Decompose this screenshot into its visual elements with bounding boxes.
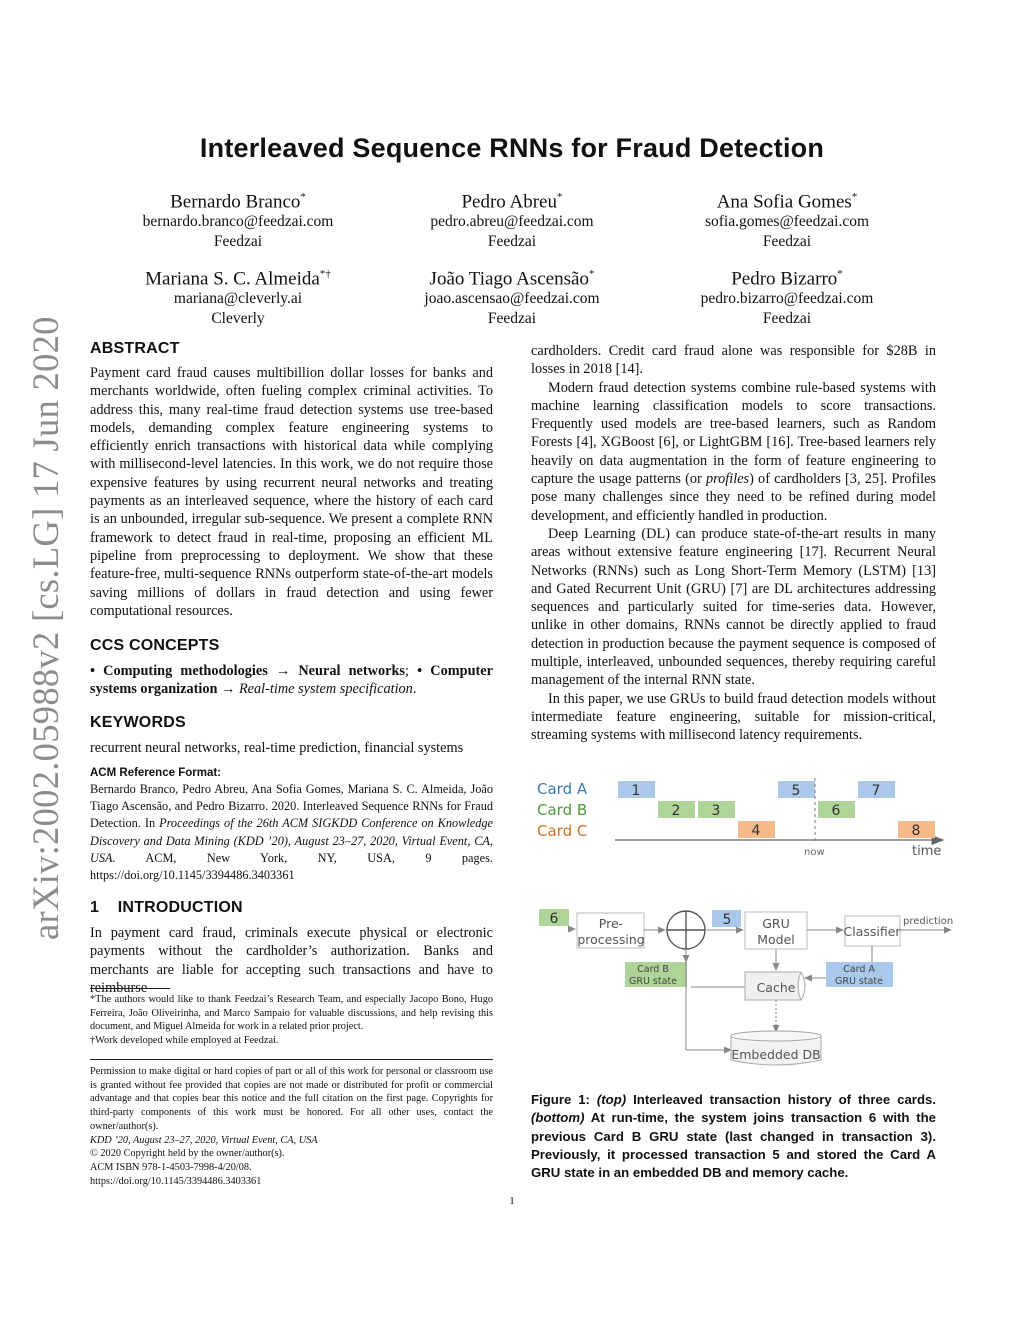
author-name: Pedro Abreu [461,191,557,213]
acm-ref-text: ACM, New York, NY, USA, 9 pages. https://doi.org/10.1145/3394486.3403361 [90,850,493,883]
ccs-concepts [90,662,493,699]
ccs-end: . [412,681,417,698]
paper-title: Interleaved Sequence RNNs for Fraud Detection [199,133,825,163]
database-label: Embedded DB [731,1047,821,1062]
prediction-label: prediction [903,916,954,927]
abstract-heading: ABSTRACT [90,340,180,357]
author-affiliation: Feedzai [213,233,263,251]
intro-continued [531,342,936,745]
preprocessing-label: processing [577,932,645,947]
row-label-card-b: Card B [537,801,588,819]
ccs-item: • Computing methodologies → Neural networks [90,663,405,679]
author-affiliation: Feedzai [487,233,537,251]
transaction-label: 7 [871,783,881,799]
cache-label: Cache [756,980,796,995]
intro-paragraph: In payment card fraud, criminals execute physical or electronic payments without the cardholder’s authorization. Banks and merchants are liable for accepting such transactions and have to reimburse [90,925,493,996]
author-block [88,264,388,329]
pipeline-figure [531,900,956,1075]
acm-ref-text: Bernardo Branco, Pedro Abreu, Ana Sofia Gomes, Mariana S. C. Almeida, João Tiago Ascensão, and Pedro Bizarro. 2020. Interleaved Sequence RNNs for Fraud Detection. In [90,782,493,831]
ccs-arrow: → [217,681,239,698]
copyright: © 2020 Copyright held by the owner/author(s). [90,1148,285,1160]
transaction-boxes [618,781,935,839]
author-email: mariana@cleverly.ai [173,290,303,308]
acm-reference [90,765,493,884]
transaction-label: 4 [751,823,761,839]
state-transaction-label: 5 [722,912,732,928]
author-email: bernardo.branco@feedzai.com [142,213,334,231]
time-label: time [912,844,942,859]
input-transaction-label: 6 [549,911,559,927]
author-affiliation: Feedzai [762,233,812,251]
card-a-state-label: GRU state [834,976,884,987]
author-affiliation: Cleverly [211,310,265,328]
preprocessing-label: Pre- [598,916,624,931]
transaction-label: 6 [831,803,841,819]
author-email: pedro.abreu@feedzai.com [430,213,594,231]
transaction-label: 3 [711,803,721,819]
author-mark: * [851,191,858,203]
now-label: now [804,847,825,858]
author-affiliation: Feedzai [762,310,812,328]
ccs-heading: CCS CONCEPTS [90,637,220,654]
author-affiliation: Feedzai [487,310,537,328]
acm-ref-venue: Proceedings of the 26th ACM SIGKDD Conference on Knowledge Discovery and Data Mining (KDD ’20), August 23–27, 2020, Virtual Event, CA, USA. [90,816,493,865]
venue: KDD ’20, August 23–27, 2020, Virtual Event, CA, USA [90,1134,318,1146]
author-block [88,187,388,252]
permission-text: Permission to make digital or hard copies of part or all of this work for personal or classroom use is granted without fee provided that copies are not made or distributed for profit or commercial advantage and that copies bear this notice and the full citation on the first page. Copyrights for third-party components of this work must be honored. For all other uses, contact the owner/author(s). [90,1066,493,1132]
footnote: *The authors would like to thank Feedzai’s Research Team, and especially Jacopo Bono, Hugo Ferreira, João Oliveirinha, and Marco Sampaio for valuable discussions, and help revising this document, and Miguel Almeida for work in a related prior project. [90,994,493,1033]
transaction-label: 2 [671,803,681,819]
card-b-state-label: Card B [637,964,669,975]
paragraph: In this paper, we use GRUs to build fraud detection models without intermediate feature engineering, suitable for mission-critical, streaming systems with millisecond latency requirements. [531,690,936,744]
author-email: pedro.bizarro@feedzai.com [700,290,874,308]
row-label-card-c: Card C [537,822,588,840]
keywords-heading: KEYWORDS [90,714,186,731]
author-name: Mariana S. C. Almeida [145,268,320,290]
author-block [637,264,937,329]
ccs-sep: ; [404,663,418,679]
author-email: joao.ascensao@feedzai.com [424,290,600,308]
paragraph: Modern fraud detection systems combine rule-based systems with machine learning classification models to score transactions. Frequently used models are tree-based learners, such as Random Forests [4], XGBoost [6], or LightGBM [16]. Tree-based learners rely heavily on data augmentation in the form of feature engineering to capture the usage patterns (or profiles) of cardholders [3, 25]. Profiles pose many challenges since they need to be refined during model development, and efficiently handled in production. [531,379,936,524]
author-block [637,187,937,252]
author-block [362,187,662,252]
acm-ref-heading: ACM Reference Format: [90,767,221,779]
author-mark: * [557,191,563,203]
transaction-label: 8 [911,823,921,839]
row-label-card-a: Card A [537,780,588,798]
intro-heading: 1 INTRODUCTION [90,899,243,916]
transaction-label: 1 [631,783,641,799]
gru-model-label: GRU [762,916,790,931]
arxiv-stamp: arXiv:2002.05988v2 [cs.LG] 17 Jun 2020 [25,316,66,940]
ccs-item: • Computer systems organization [90,663,493,698]
author-mark: * [300,191,306,203]
permission-block [90,1065,493,1188]
card-b-state-label: GRU state [628,976,678,987]
page-number: 1 [509,1195,515,1207]
card-a-state-label: Card A [843,964,875,975]
author-block [362,264,662,329]
author-name: Bernardo Branco [170,191,301,213]
footnote: †Work developed while employed at Feedzai. [90,1035,279,1047]
author-name: Pedro Bizarro [731,268,838,290]
keywords-text: recurrent neural networks, real-time prediction, financial systems [90,740,464,756]
figure-caption: Figure 1: (top) Interleaved transaction history of three cards. (bottom) At run-time, the system joins transaction 6 with the previous Card B GRU state (last changed in transaction 3). Previously, it processed transaction 5 and stored the Card A GRU state in an embedded DB and memory cache. [531,1092,936,1181]
author-mark: *† [319,268,331,280]
isbn: ACM ISBN 978-1-4503-7998-4/20/08. [90,1161,252,1173]
timeline-figure [531,770,956,865]
author-name: Ana Sofia Gomes [716,191,852,213]
author-mark: * [588,268,595,280]
author-mark: * [837,268,843,280]
paragraph: cardholders. Credit card fraud alone was responsible for $28B in losses in 2018 [14]. [531,343,936,378]
footnotes [90,993,493,1048]
transaction-label: 5 [791,783,801,799]
abstract-text: Payment card fraud causes multibillion dollar losses for banks and merchants worldwide, often fueling complex criminal activities. To address this, many real-time fraud detection systems use tree-based models, demanding complex feature engineering systems to efficiently enrich transactions with historical data while complying with millisecond-level latencies. In this work, we do not require those expensive features by using recurrent neural networks and treating payments as an interleaved sequence, where the history of each card is an unbounded, irregular sub-sequence. We present a complete RNN framework to detect fraud in real-time, proposing an efficient ML pipeline from preprocessing to deployment. We show that these feature-free, multi-sequence RNNs outperform state-of-the-art models saving millions of dollars in fraud detection and using fewer computational resources. [90,365,493,619]
classifier-label: Classifier [843,924,901,939]
gru-model-label: Model [757,932,795,947]
permission-rule [90,1059,493,1060]
author-name: João Tiago Ascensão [429,268,589,290]
footnote-rule [90,988,170,989]
author-email: sofia.gomes@feedzai.com [704,213,870,231]
paragraph: Deep Learning (DL) can produce state-of-the-art results in many areas without extensive feature engineering [17]. Recurrent Neural Networks (RNNs) such as Long Short-Term Memory (LSTM) [13] and Gated Recurrent Unit (GRU) [7] are DL architectures addressing sequences and particularly suited for time-series data. However, unlike in other domains, RNNs cannot be directly applied to fraud detection in production because the payment sequence is composed of multiple, interleaved, unbounded sequences, thereby requiring careful management of the internal RNN state. [531,525,936,689]
doi: https://doi.org/10.1145/3394486.3403361 [90,1175,262,1187]
ccs-item: Real-time system specification [238,681,413,698]
